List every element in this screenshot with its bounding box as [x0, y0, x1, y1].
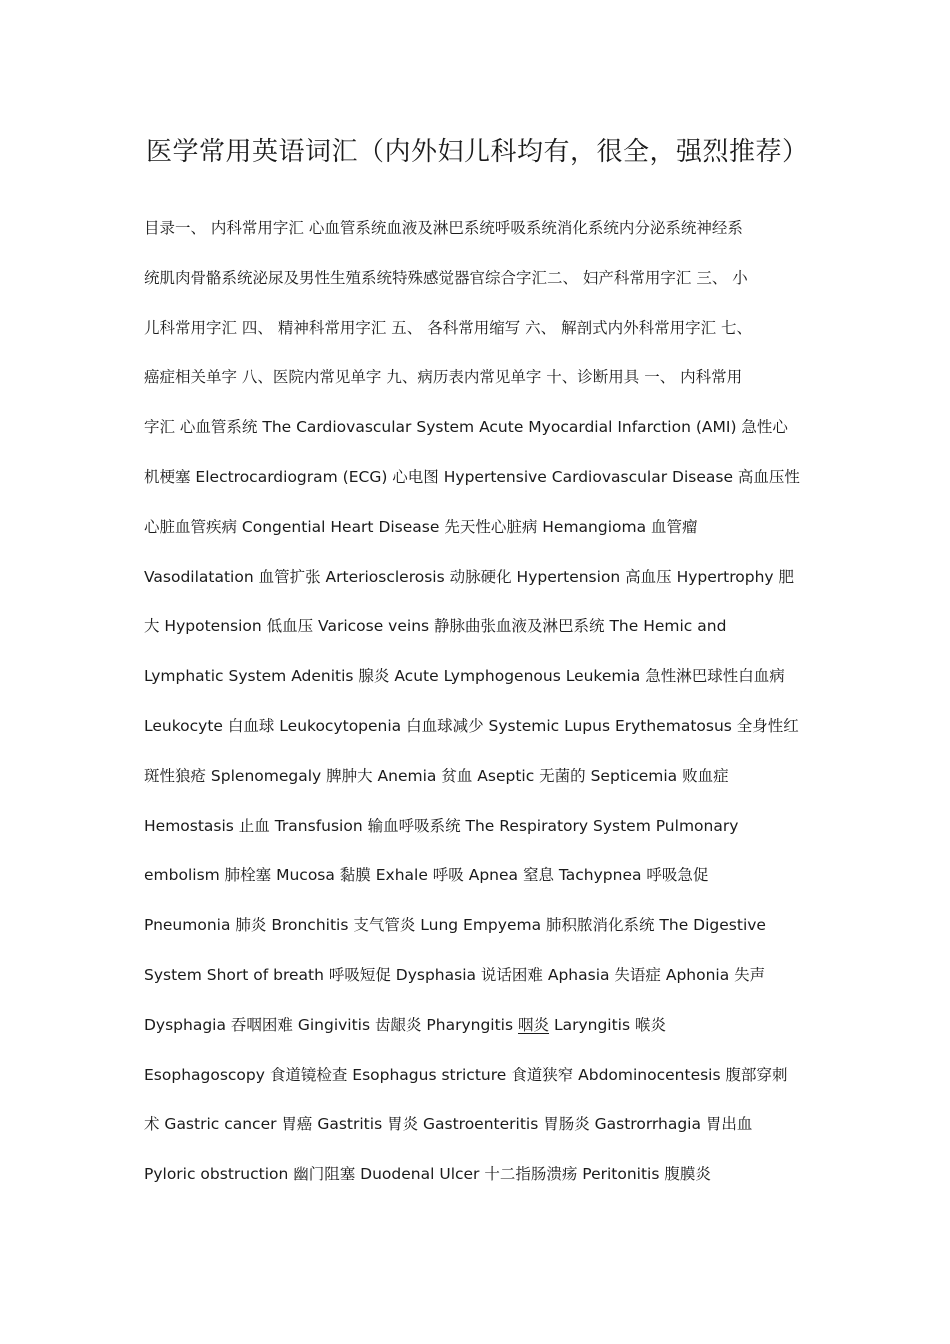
underlined-term: 咽炎 [518, 1015, 550, 1034]
document-body [144, 204, 834, 1200]
text-line [144, 1001, 834, 1051]
text-line: 目录一、 内科常用字汇 心血管系统血液及淋巴系统呼吸系统消化系统内分泌系统神经系 [144, 219, 743, 237]
text-line: 字汇 心血管系统 The Cardiovascular System Acute Myocardial Infarction (AMI) 急性心 [144, 418, 788, 437]
text-segment: Laryngitis 喉炎 [549, 1015, 666, 1034]
text-line: Vasodilatation 血管扩张 Arteriosclerosis 动脉硬化 Hypertension 高血压 Hypertrophy 肥 [144, 567, 795, 586]
text-line: Leukocyte 白血球 Leukocytopenia 白血球减少 Systemic Lupus Erythematosus 全身性红 [144, 716, 799, 735]
text-line: 大 Hypotension 低血压 Varicose veins 静脉曲张血液及淋巴系统 The Hemic and [144, 617, 727, 636]
text-line: Hemostasis 止血 Transfusion 输血呼吸系统 The Respiratory System Pulmonary [144, 816, 739, 835]
text-line: 统肌肉骨骼系统泌尿及男性生殖系统特殊感觉器官综合字汇二、 妇产科常用字汇 三、 小 [144, 268, 748, 287]
text-segment: Dysphagia 吞咽困难 Gingivitis 齿龈炎 Pharyngitis [144, 1015, 518, 1034]
text-line: Lymphatic System Adenitis 腺炎 Acute Lymphogenous Leukemia 急性淋巴球性白血病 [144, 667, 785, 686]
text-line: 儿科常用字汇 四、 精神科常用字汇 五、 各科常用缩写 六、 解剖式内外科常用字汇 七、 [144, 318, 752, 337]
text-line: 机梗塞 Electrocardiogram (ECG) 心电图 Hypertensive Cardiovascular Disease 高血压性 [144, 467, 800, 486]
document-title: 医学常用英语词汇（内外妇儿科均有，很全，强烈推荐） [146, 137, 809, 167]
text-line: 心脏血管疾病 Congential Heart Disease 先天性心脏病 Hemangioma 血管瘤 [144, 517, 698, 536]
text-line: Pneumonia 肺炎 Bronchitis 支气管炎 Lung Empyema 肺积脓消化系统 The Digestive [144, 916, 766, 935]
text-line: System Short of breath 呼吸短促 Dysphasia 说话困难 Aphasia 失语症 Aphonia 失声 [144, 965, 766, 984]
text-line: embolism 肺栓塞 Mucosa 黏膜 Exhale 呼吸 Apnea 窒息 Tachypnea 呼吸急促 [144, 866, 709, 885]
text-line: Esophagoscopy 食道镜检查 Esophagus stricture 食道狭窄 Abdominocentesis 腹部穿刺 [144, 1065, 788, 1084]
text-line: 术 Gastric cancer 胃癌 Gastritis 胃炎 Gastroenteritis 胃肠炎 Gastrorrhagia 胃出血 [144, 1115, 753, 1134]
text-line: 癌症相关单字 八、医院内常见单字 九、病历表内常见单字 十、诊断用具 一、 内科常用 [144, 368, 743, 387]
text-line: Pyloric obstruction 幽门阻塞 Duodenal Ulcer 十二指肠溃疡 Peritonitis 腹膜炎 [144, 1165, 711, 1184]
text-line: 斑性狼疮 Splenomegaly 脾肿大 Anemia 贫血 Aseptic 无菌的 Septicemia 败血症 [144, 766, 729, 785]
